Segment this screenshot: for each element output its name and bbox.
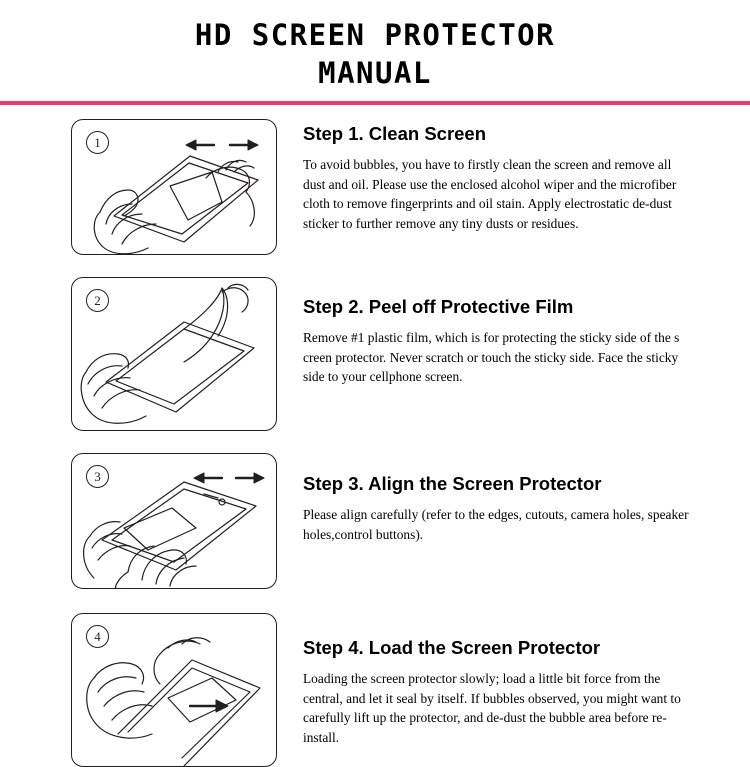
step-item: [0, 453, 750, 589]
step-number-badge: 4: [86, 625, 109, 648]
step-3-figure: [71, 453, 277, 589]
steps-list: [0, 105, 750, 767]
illustration-frame: [71, 613, 277, 767]
step-number-badge: 3: [86, 465, 109, 488]
step-4-text: [303, 613, 695, 747]
step-item: [0, 119, 750, 255]
step-2-text: [303, 277, 695, 387]
step-title: Step 1. Clean Screen: [303, 123, 487, 144]
step-body: Please align carefully (refer to the edges, cutouts, camera holes, speaker holes,control buttons).: [303, 507, 689, 542]
illustration-frame: [71, 453, 277, 589]
illustration-frame: [71, 277, 277, 431]
step-body: To avoid bubbles, you have to firstly clean the screen and remove all dust and oil. Please use the enclosed alcohol wiper and the microfiber cloth to remove fingerprints and oil stain. Apply electrostatic de-dust sticker to further remove any tiny dusts or residues.: [303, 157, 677, 231]
step-title: Step 4. Load the Screen Protector: [303, 637, 601, 658]
step-4-figure: [71, 613, 277, 767]
step-number-badge: 2: [86, 289, 109, 312]
illustration-frame: [71, 119, 277, 255]
step-body: Loading the screen protector slowly; load a little bit force from the central, and let it seal by itself. If bubbles observed, you might want to carefully lift up the protector, and de-dust the bubble area before re-install.: [303, 671, 681, 745]
step-title: Step 3. Align the Screen Protector: [303, 473, 602, 494]
title-line-1: HD SCREEN PROTECTOR: [194, 18, 556, 52]
step-3-text: [303, 453, 695, 544]
step-1-text: [303, 119, 695, 233]
step-2-figure: [71, 277, 277, 431]
step-title: Step 2. Peel off Protective Film: [303, 296, 574, 317]
step-item: [0, 613, 750, 767]
step-number-badge: 1: [86, 131, 109, 154]
title-line-2: MANUAL: [318, 56, 432, 90]
step-1-figure: [71, 119, 277, 255]
document-header: [0, 0, 750, 105]
step-body: Remove #1 plastic film, which is for protecting the sticky side of the s creen protector. Never scratch or touch the sticky side. Face the sticky side to your cellphone screen.: [303, 330, 680, 384]
step-item: [0, 277, 750, 431]
